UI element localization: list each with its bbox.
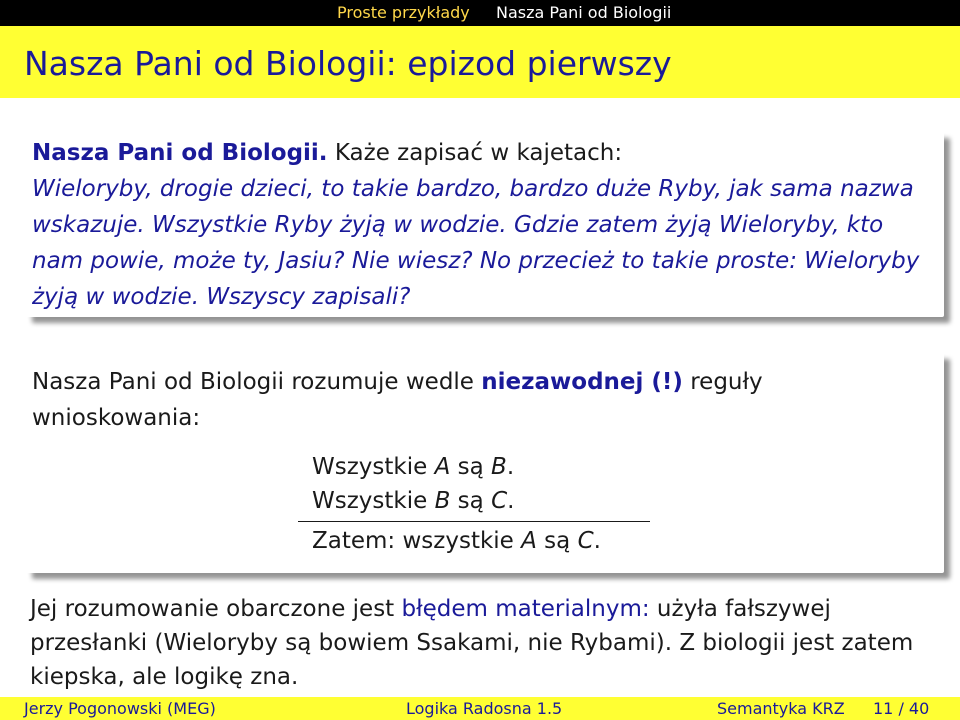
footer-topic: Semantyka KRZ 11 / 40 bbox=[635, 697, 960, 720]
footer-course: Logika Radosna 1.5 bbox=[310, 697, 635, 720]
syllogism-conclusion: Zatem: wszystkie A są C. bbox=[312, 528, 601, 554]
footer-author: Jerzy Pogonowski (MEG) bbox=[0, 697, 310, 720]
dictation-block bbox=[26, 132, 944, 317]
frame-title: Nasza Pani od Biologii: epizod pierwszy bbox=[24, 44, 672, 83]
premise-2: Wszystkie B są C. bbox=[312, 488, 515, 514]
rule-text-before: Nasza Pani od Biologii rozumuje wedle bbox=[32, 369, 482, 395]
rule-highlight: niezawodnej (!) bbox=[481, 369, 683, 395]
inference-line bbox=[298, 521, 650, 522]
inference-rule-block bbox=[26, 353, 944, 573]
frame-title-bar bbox=[0, 26, 960, 98]
dictation-text: Wieloryby, drogie dzieci, to takie bardzo, bardzo duże Ryby, jak sama nazwa wskazuje. Wszystkie Ryby żyją w wodzie. Gdzie zatem żyją Wieloryby, kto nam powie, może ty, Jasiu? Nie wiesz? No przecież to takie proste: Wieloryby żyją w wodzie. Wszyscy zapisali? bbox=[32, 176, 920, 310]
intro-text: Każe zapisać w kajetach: bbox=[327, 140, 623, 166]
footer bbox=[0, 697, 960, 720]
dictation-paragraph bbox=[32, 135, 934, 315]
page-number: 11 / 40 bbox=[873, 699, 930, 718]
lead-text: Nasza Pani od Biologii. bbox=[32, 140, 328, 166]
rule-text-after: reguły wnioskowania: bbox=[32, 369, 763, 431]
navigation-bar bbox=[0, 0, 960, 26]
rule-intro-paragraph bbox=[32, 364, 934, 436]
final-remark: Jej rozumowanie obarczone jest błędem materialnym: użyła fałszywej przesłanki (Wieloryby są bowiem Ssakami, nie Rybami). Z biologii jest zatem kiepska, ale logikę zna. bbox=[30, 596, 914, 690]
material-error-term: błędem materialnym: bbox=[401, 596, 650, 622]
syllogism bbox=[312, 450, 650, 558]
nav-subsection-link[interactable]: Nasza Pani od Biologii bbox=[496, 3, 672, 22]
premise-1: Wszystkie A są B. bbox=[312, 454, 515, 480]
nav-section-link[interactable]: Proste przykłady bbox=[337, 3, 470, 22]
